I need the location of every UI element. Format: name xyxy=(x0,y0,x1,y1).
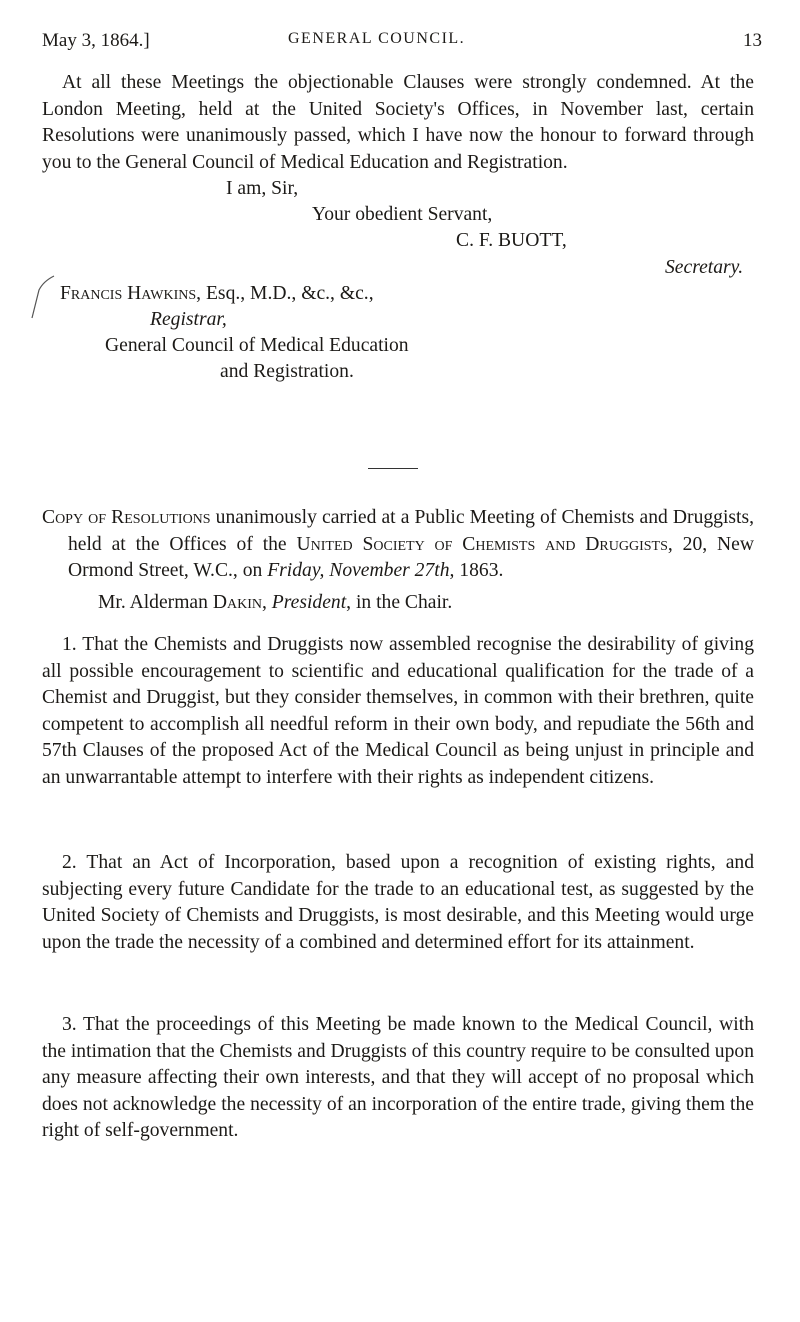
signature: C. F. BUOTT, xyxy=(456,230,567,251)
closing-line-1: I am, Sir, xyxy=(226,178,299,199)
signature-title: Secretary. xyxy=(665,257,744,278)
resolution-2: 2. That an Act of Incorporation, based upon a recognition of existing rights, and subjecting every future Candidate for the trade to an educational test, as suggested by the United Society of Chemists and Druggists, is most desirable, and this Meeting would urge upon the trade the necessity of a combined and determined effort for its attainment. xyxy=(42,852,754,953)
closing-line-2: Your obedient Servant, xyxy=(312,204,493,225)
header-date: May 3, 1864.] xyxy=(42,30,150,51)
pencil-mark-icon xyxy=(30,272,58,322)
page-header xyxy=(42,30,762,70)
addressee-body-2: and Registration. xyxy=(220,361,354,382)
addressee-body-1: General Council of Medical Education xyxy=(105,335,409,356)
resolution-1: 1. That the Chemists and Druggists now assembled recognise the desirability of giving all possible encouragement to scientific and educational qualification for the trade of a Chemist and Druggist, but they consider themselves, in common with their brethren, quite competent to accomplish all needful reform in their own body, and repudiate the 56th and 57th Clauses of the proposed Act of the Medical Council as being unjust in principle and an unwarrantable attempt to interfere with their rights as independent citizens. xyxy=(42,634,754,788)
addressee-role: Registrar, xyxy=(150,309,227,330)
resolution-3: 3. That the proceedings of this Meeting be made known to the Medical Council, with the intimation that the Chemists and Druggists of this country require to be consulted upon any measure affecting their own interests, and that they will accept of no proposal which does not acknowledge the necessity of an incorporation of the entire trade, giving them the right of self-government. xyxy=(42,1014,754,1141)
section-divider xyxy=(368,468,418,469)
addressee-line: Francis Hawkins, Esq., M.D., &c., &c., xyxy=(60,283,374,304)
page-number: 13 xyxy=(743,30,762,51)
letter-paragraph: At all these Meetings the objectionable Clauses were strongly condemned. At the London Meeting, held at the United Society's Offices, in November last, certain Resolutions were unanimously passed, which I have now the honour to forward through you to the General Council of Medical Education and Registration. xyxy=(42,72,754,173)
header-title: GENERAL COUNCIL. xyxy=(288,30,466,47)
chair-line: Mr. Alderman Dakin, President, in the Chair. xyxy=(98,592,453,613)
resolutions-heading: Copy of Resolutions unanimously carried at a Public Meeting of Chemists and Druggists, held at the Offices of the United Society of Chemists and Druggists, 20, New Ormond Street, W.C., on Friday, November 27th, 1863. xyxy=(42,507,754,581)
